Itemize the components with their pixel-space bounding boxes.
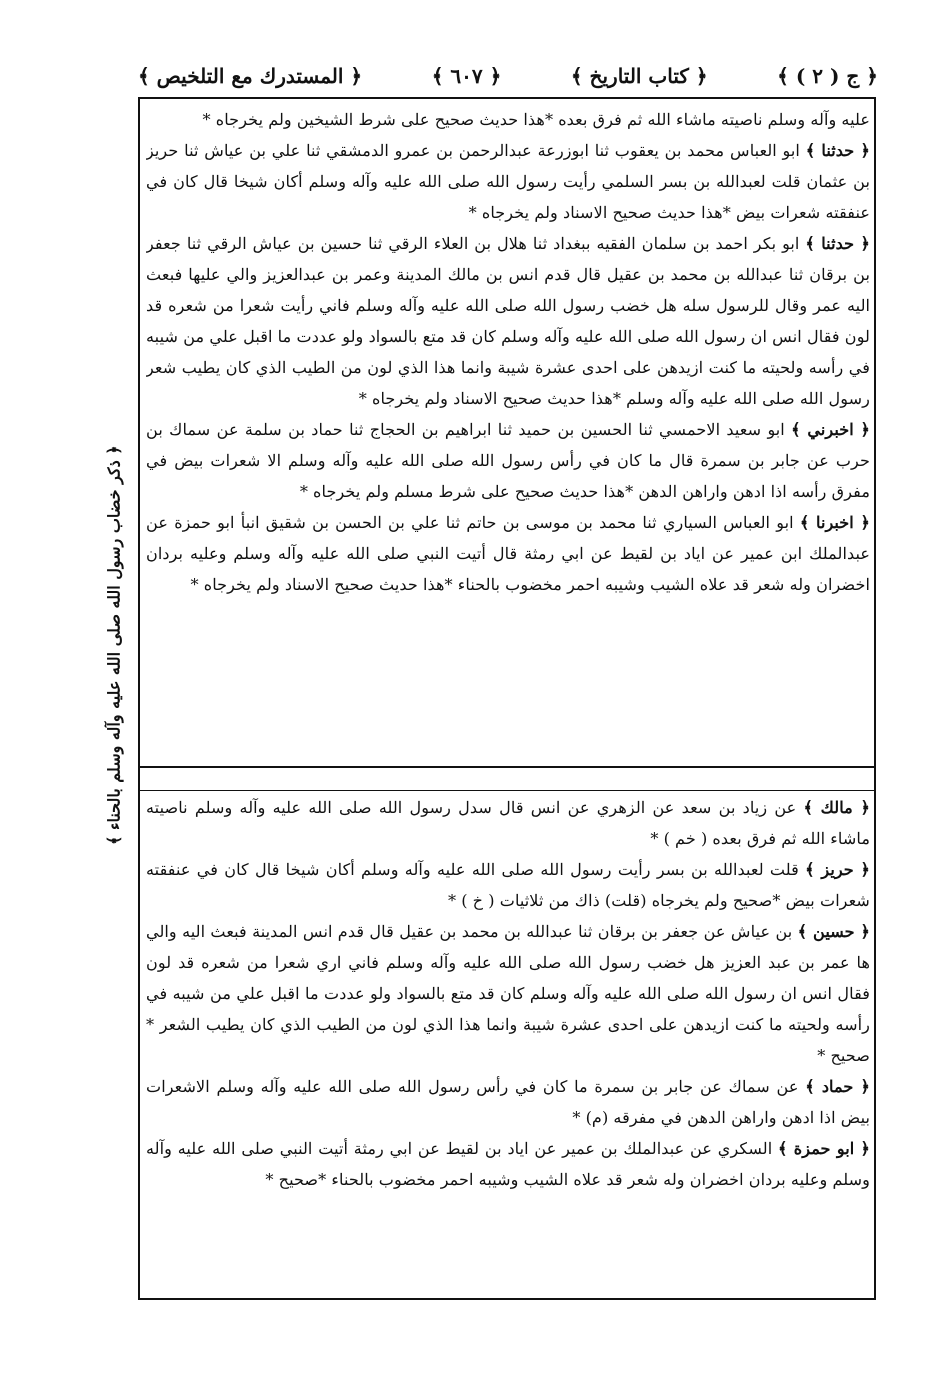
narration-lead: ﴿ حدثنا ﴾ bbox=[805, 234, 870, 253]
main-paragraph bbox=[146, 228, 870, 414]
summary-body: قلت لعبدالله بن بسر رأيت رسول الله صلى الله عليه وآله وسلم أكان شيخا قال كان في عنفقته شعرات بيض *صحيح ولم يخرجاه (قلت) ذاك من ثلاثيات ( خ ) * bbox=[146, 860, 870, 910]
section-divider bbox=[140, 766, 874, 768]
narration-text: عليه وآله وسلم ناصيته ماشاء الله ثم فرق بعده *هذا حديث صحيح على شرط الشيخين ولم يخرجاه * bbox=[202, 110, 870, 129]
volume-label: ﴿ ج ( ٢ ) ﴾ bbox=[777, 64, 878, 88]
summary-paragraph bbox=[146, 854, 870, 916]
main-paragraph bbox=[146, 135, 870, 228]
narration-lead: ﴿ حدثنا ﴾ bbox=[805, 141, 870, 160]
margin-heading: ﴿ ذكر خضاب رسول الله صلى الله عليه وآله وسلم بالحناء ﴾ bbox=[104, 445, 124, 845]
summary-lead: ﴿ حماد ﴾ bbox=[805, 1077, 870, 1096]
main-paragraph bbox=[146, 414, 870, 507]
narration-text: ابو العباس السياري ثنا محمد بن موسى بن حاتم ثنا علي بن الحسن بن شقيق انبأ ابو حمزة عن عبدالملك ابن عمير عن اياد بن لقيط عن ابي رمثة قال أتيت النبي صلى الله عليه وآله وسلم وعليه بردان اخضران وله شعر قد علاه الشيب وشيبه احمر مخضوب بالحناء *هذا حديث صحيح الاسناد ولم يخرجاه * bbox=[146, 513, 870, 594]
main-text bbox=[146, 104, 870, 754]
narration-text: ابو سعيد الاحمسي ثنا الحسين بن حميد ثنا ابراهيم بن الحجاج ثنا حماد بن سلمة عن سماك بن حرب عن جابر بن سمرة قال ما كان في رأس رسول الله صلى الله عليه وآله وسلم الا شعرات بيض في مفرق رأسه اذا ادهن واراهن الدهن *هذا حديث صحيح على شرط مسلم ولم يخرجاه * bbox=[146, 420, 870, 501]
summary-lead: ﴿ ابو حمزة ﴾ bbox=[778, 1139, 870, 1158]
narration-text: ابو بكر احمد بن سلمان الفقيه ببغداد ثنا هلال بن العلاء الرقي ثنا حسين بن عياش الرقي ثنا جعفر بن برقان ثنا عبدالله بن محمد بن عقيل قال قدم انس بن مالك المدينة وعمر بن عبدالعزيز والي عليها فبعث اليه عمر وقال للرسول سله هل خضب رسول الله صلى الله عليه وآله وسلم فاني رأيت شعرا من شعره قد لون فقال انس ان رسول الله صلى الله عليه وآله وسلم كان قد متع بالسواد ولو عددت ما اقبل علي من شيبه في رأسه ولحيته ما كنت ازيدهن على احدى عشرة شيبة وانما هذا الذي لون من الطيب الذي كان يطيب شعر رسول الله صلى الله عليه وآله وسلم *هذا حديث صحيح الاسناد ولم يخرجاه * bbox=[146, 234, 870, 408]
summary-body: السكري عن عبدالملك بن عمير عن اياد بن لقيط عن ابي رمثة أتيت النبي صلى الله عليه وآله وسلم وعليه بردان اخضران وله شعر قد علاه الشيب وشيبه احمر مخضوب بالحناء *صحيح * bbox=[146, 1139, 870, 1189]
summary-body: بن عياش عن جعفر بن برقان ثنا عبدالله بن محمد بن عقيل قال قدم انس المدينة فبعث اليه والي ها عمر بن عبد العزيز هل خضب رسول الله صلى الله عليه وآله وسلم فاني اري شعرا من شعره قد لون فقال انس ان رسول الله صلى الله عليه وآله وسلم كان قد متع بالسواد ولو عددت ما اقبل علي من شيبه في رأسه ولحيته ما كنت ازيدهن على احدى عشرة شيبة وانما هذا الذي لون من الطيب الذي كان يطيب الشعر * صحيح * bbox=[146, 922, 870, 1065]
summary-lead: ﴿ حسين ﴾ bbox=[797, 922, 870, 941]
summary-body: عن سماك عن جابر بن سمرة ما كان في رأس رسول الله صلى الله عليه وآله وسلم الاشعرات بيض اذا ادهن واراهن الدهن في مفرقه (م) * bbox=[146, 1077, 870, 1127]
page-number: ﴿ ٦٠٧ ﴾ bbox=[431, 64, 502, 88]
summary-lead: ﴿ حريز ﴾ bbox=[805, 860, 870, 879]
section-divider-thin bbox=[140, 790, 874, 791]
summary-body: عن زياد بن سعد عن الزهري عن انس قال سدل رسول الله صلى الله عليه وآله وسلم ناصيته ماشاء الله ثم فرق بعده ( خم ) * bbox=[146, 798, 870, 848]
main-paragraph bbox=[146, 104, 870, 135]
book-title: ﴿ كتاب التاريخ ﴾ bbox=[570, 64, 708, 88]
narration-lead: ﴿ اخبرنا ﴾ bbox=[799, 513, 870, 532]
header-title: ﴿ المستدرك مع التلخيص ﴾ bbox=[138, 64, 363, 88]
narration-text: ابو العباس محمد بن يعقوب ثنا ابوزرعة عبدالرحمن بن عمرو الدمشقي ثنا علي بن عياش ثنا حريز بن عثمان قلت لعبدالله بن بسر السلمي رأيت رسول الله صلى الله عليه وآله وسلم أكان شيخا قال كان في عنفقته شعرات بيض *هذا حديث صحيح الاسناد ولم يخرجاه * bbox=[146, 141, 870, 222]
summary-paragraph bbox=[146, 1071, 870, 1133]
summary-paragraph bbox=[146, 792, 870, 854]
summary-text bbox=[146, 792, 870, 1294]
summary-lead: ﴿ مالك ﴾ bbox=[803, 798, 870, 817]
summary-paragraph bbox=[146, 916, 870, 1071]
summary-paragraph bbox=[146, 1133, 870, 1195]
running-header bbox=[138, 56, 878, 96]
main-paragraph bbox=[146, 507, 870, 600]
narration-lead: ﴿ اخبرني ﴾ bbox=[791, 420, 870, 439]
